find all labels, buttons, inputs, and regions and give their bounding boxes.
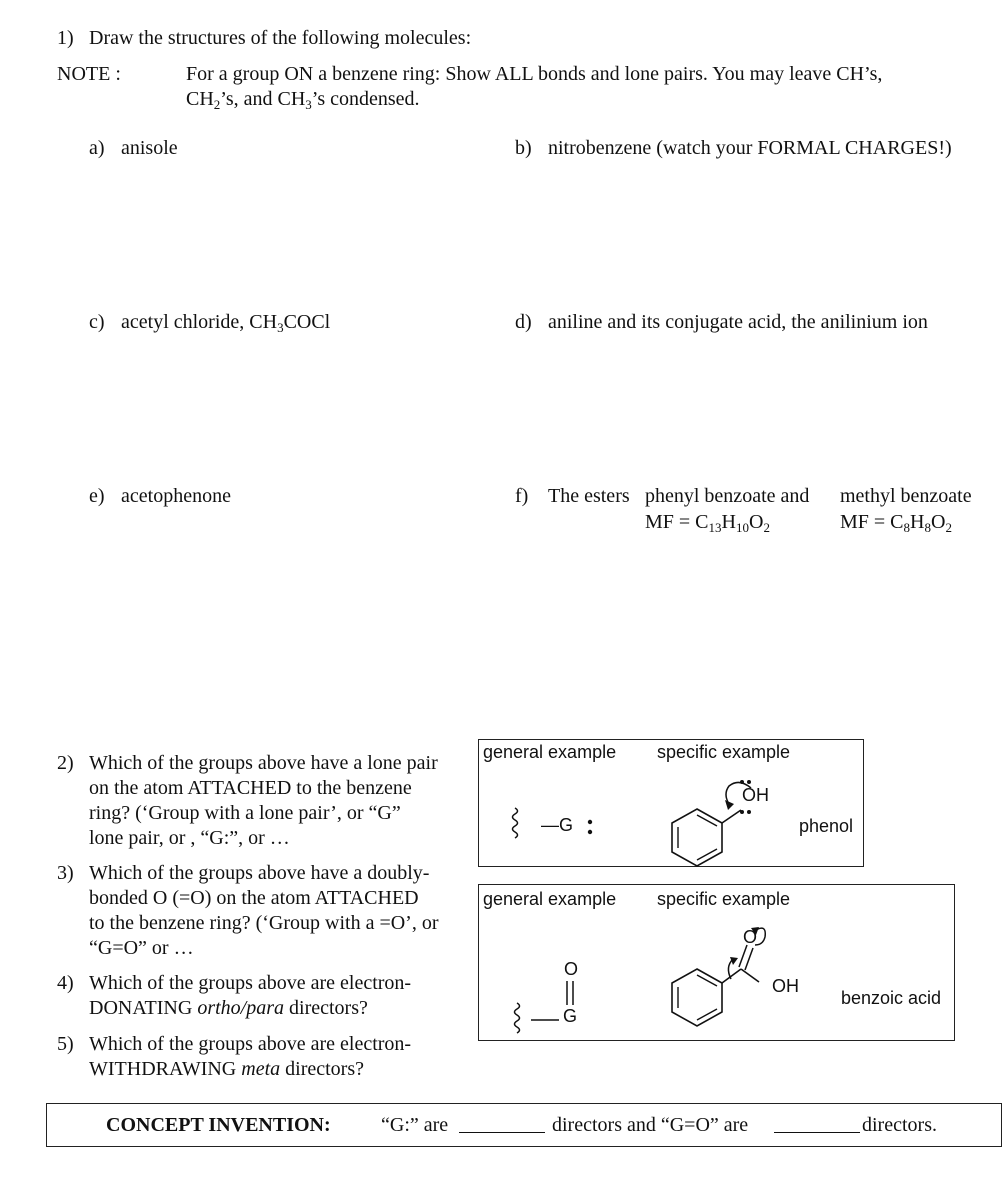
concept-label: CONCEPT INVENTION: bbox=[106, 1114, 331, 1136]
item-e-letter: e) bbox=[89, 485, 105, 507]
concept-part-2: directors and “G=O” are bbox=[552, 1114, 749, 1136]
example-box-lone-pair bbox=[478, 739, 864, 867]
methyl-benzoate-formula: MF = $C_8H_8O_2$ bbox=[840, 511, 952, 535]
item-b-text: nitrobenzene (watch your FORMAL CHARGES!) bbox=[548, 137, 952, 159]
item-f-text: The esters bbox=[548, 485, 630, 507]
wavy-bond-icon bbox=[508, 808, 522, 842]
q1-number: 1) bbox=[57, 27, 74, 49]
item-c-letter: c) bbox=[89, 311, 105, 333]
benzoic-acid-o-label: O bbox=[743, 927, 758, 947]
q4-number: 4) bbox=[57, 972, 74, 994]
q3-text: Which of the groups above have a doubly-bonded O (=O) on the atom ATTACHED to the benzene ring? (‘Group with a =O’, or “G=O” or … bbox=[89, 862, 439, 959]
note-label: NOTE : bbox=[57, 63, 121, 85]
note-line-2: $CH_2’s$, and $CH_3’s$ condensed. bbox=[186, 88, 420, 112]
q5-number: 5) bbox=[57, 1033, 74, 1055]
note-line-1: For a group ON a benzene ring: Show ALL bonds and lone pairs. You may leave CH’s, bbox=[186, 63, 883, 85]
benzoic-acid-name: benzoic acid bbox=[841, 988, 942, 1008]
general-carbonyl-g: G bbox=[563, 1006, 578, 1026]
item-a-letter: a) bbox=[89, 137, 105, 159]
example-box-carbonyl bbox=[478, 884, 955, 1041]
phenyl-benzoate-formula: MF = $C_{13}H_{10}O_2$ bbox=[645, 511, 770, 535]
g-bond-icon bbox=[531, 1018, 561, 1024]
item-e-text: acetophenone bbox=[121, 485, 231, 507]
answer-blank-1[interactable] bbox=[459, 1116, 545, 1133]
q2-number: 2) bbox=[57, 752, 74, 774]
general-carbonyl-o: O bbox=[564, 959, 579, 979]
q5-text: Which of the groups above are electron-WITHDRAWING meta directors? bbox=[89, 1033, 412, 1080]
benzoic-acid-structure-icon bbox=[659, 885, 859, 1035]
wavy-bond-icon-2 bbox=[510, 1003, 524, 1037]
item-b-letter: b) bbox=[515, 137, 532, 159]
general-group-g: —G bbox=[541, 815, 574, 835]
concept-part-3: directors. bbox=[862, 1114, 937, 1136]
phenol-name: phenol bbox=[799, 816, 854, 836]
phenol-oh-label: OH bbox=[742, 785, 769, 805]
item-f-letter: f) bbox=[515, 485, 529, 507]
q1-prompt: Draw the structures of the following molecules: bbox=[89, 27, 472, 49]
q4-text: Which of the groups above are electron-DONATING ortho/para directors? bbox=[89, 972, 412, 1019]
q3-number: 3) bbox=[57, 862, 74, 884]
item-d-text: aniline and its conjugate acid, the anilinium ion bbox=[548, 311, 928, 333]
item-d-letter: d) bbox=[515, 311, 532, 333]
specific-example-label: specific example bbox=[657, 742, 791, 762]
general-example-label-2: general example bbox=[483, 889, 617, 909]
item-c-text: acetyl chloride, $CH_3COCl$ bbox=[121, 311, 331, 335]
phenyl-benzoate-name: phenyl benzoate and bbox=[645, 485, 810, 507]
specific-example-label-2: specific example bbox=[657, 889, 791, 909]
methyl-benzoate-name: methyl benzoate bbox=[840, 485, 972, 507]
item-a-text: anisole bbox=[121, 137, 178, 159]
benzoic-acid-oh-label: OH bbox=[772, 976, 799, 996]
general-example-label: general example bbox=[483, 742, 617, 762]
answer-blank-2[interactable] bbox=[774, 1116, 860, 1133]
concept-invention-box bbox=[46, 1103, 1002, 1147]
lone-pair-dots-icon bbox=[587, 818, 595, 838]
q2-text: Which of the groups above have a lone pair on the atom ATTACHED to the benzene ring? (‘Group with a lone pair’, or “G” lone pair, or , “G:”, or … bbox=[89, 752, 438, 849]
concept-part-1: “G:” are bbox=[381, 1114, 449, 1136]
